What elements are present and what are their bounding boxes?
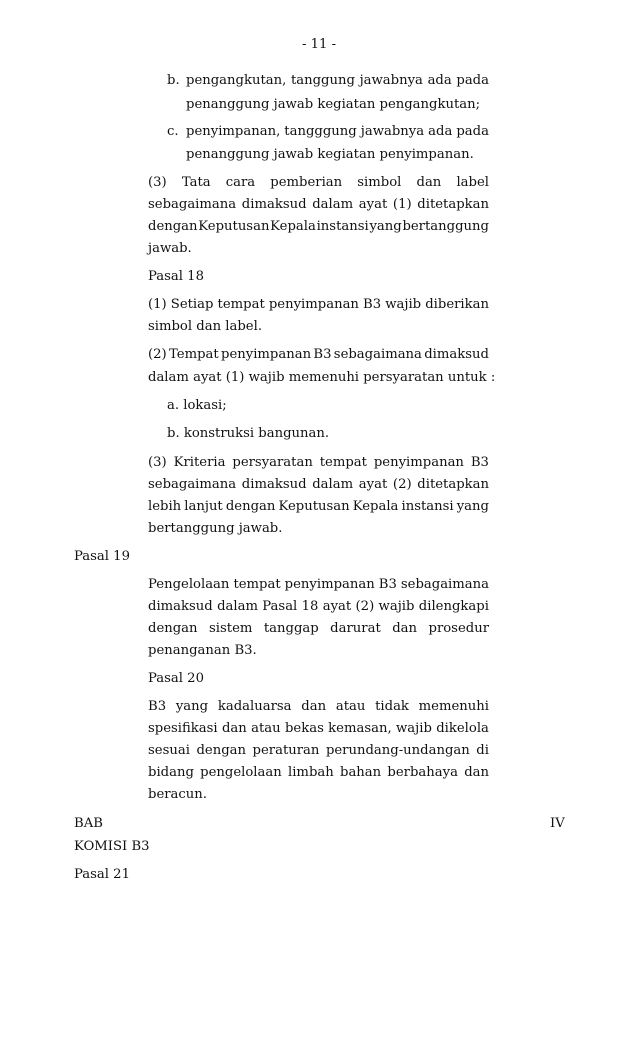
word: penyimpanan, bbox=[186, 124, 281, 139]
word: spesifikasi bbox=[148, 721, 218, 736]
word: diberikan bbox=[425, 297, 489, 312]
word: (2) bbox=[355, 599, 375, 614]
pasal20-line4 bbox=[148, 764, 489, 782]
word: instansi bbox=[401, 499, 454, 514]
word: ayat bbox=[358, 197, 388, 212]
word: pengangkutan, bbox=[186, 73, 287, 88]
word: jawabnya bbox=[360, 124, 425, 139]
word: kadaluarsa bbox=[217, 699, 292, 714]
word: tempat bbox=[217, 297, 265, 312]
word: lanjut bbox=[184, 499, 223, 514]
pasal18-ayat1-line2: simbol dan label. bbox=[148, 319, 263, 334]
word: Keputusan bbox=[278, 499, 350, 514]
list-marker-c: c. bbox=[167, 124, 179, 139]
word: darurat bbox=[330, 621, 381, 636]
word: atau bbox=[335, 699, 366, 714]
word: tidak bbox=[375, 699, 409, 714]
word: lebih bbox=[148, 499, 182, 514]
word: jawabnya bbox=[359, 73, 423, 88]
word: Tata bbox=[181, 175, 211, 190]
list-b-line2: penanggung jawab kegiatan pengangkutan; bbox=[186, 97, 481, 112]
word: dalam bbox=[217, 599, 258, 614]
word: B3 bbox=[363, 297, 382, 312]
word: penyimpanan bbox=[221, 347, 312, 362]
ayat3-line2 bbox=[148, 196, 489, 214]
word: ayat bbox=[358, 477, 388, 492]
pasal19-line1 bbox=[148, 576, 489, 594]
word: dimaksud bbox=[148, 599, 213, 614]
pasal19-line4: penanganan B3. bbox=[148, 643, 257, 658]
pasal20-line3 bbox=[148, 742, 489, 760]
word: penyimpanan bbox=[268, 297, 359, 312]
word: penyimpanan bbox=[373, 455, 464, 470]
word: sistem bbox=[209, 621, 253, 636]
word: dengan bbox=[148, 219, 198, 234]
pasal18-ayat3-line4: bertanggung jawab. bbox=[148, 521, 283, 536]
word: Tempat bbox=[169, 347, 219, 362]
word: instansi bbox=[316, 219, 369, 234]
word: dan bbox=[392, 621, 418, 636]
word: tangggung bbox=[284, 124, 357, 139]
word: ada bbox=[428, 124, 453, 139]
word: tanggung bbox=[290, 73, 355, 88]
word: Kepala bbox=[270, 219, 316, 234]
word: Kepala bbox=[352, 499, 399, 514]
word: B3 bbox=[378, 577, 397, 592]
word: dan bbox=[221, 721, 247, 736]
pasal18-item-b: b. konstruksi bangunan. bbox=[167, 426, 330, 441]
word: B3 bbox=[470, 455, 489, 470]
pasal18-ayat3-line1 bbox=[148, 454, 489, 472]
word: B3 bbox=[148, 699, 167, 714]
word: simbol bbox=[357, 175, 402, 190]
word: dengan bbox=[196, 743, 246, 758]
pasal20-line1 bbox=[148, 698, 489, 716]
pasal19-line3 bbox=[148, 620, 489, 638]
word: ada bbox=[427, 73, 452, 88]
word: yang bbox=[456, 499, 489, 514]
word: Keputusan bbox=[198, 219, 270, 234]
word: memenuhi bbox=[418, 699, 489, 714]
word: penyimpanan bbox=[284, 577, 375, 592]
pasal-18-title: Pasal 18 bbox=[148, 269, 204, 284]
word: bahan bbox=[340, 765, 382, 780]
bab-number: IV bbox=[550, 816, 565, 831]
word: wajib bbox=[395, 721, 432, 736]
word: dengan bbox=[148, 621, 198, 636]
word: ditetapkan bbox=[417, 477, 489, 492]
word: persyaratan bbox=[232, 455, 313, 470]
word: prosedur bbox=[428, 621, 489, 636]
pasal18-ayat1-line1 bbox=[148, 296, 489, 314]
word: pengelolaan bbox=[200, 765, 282, 780]
word: sebagaimana bbox=[400, 577, 489, 592]
list-b-line1 bbox=[186, 72, 489, 90]
word: limbah bbox=[288, 765, 334, 780]
word: Pengelolaan bbox=[148, 577, 230, 592]
word: dimaksud bbox=[241, 197, 307, 212]
word: sebagaimana bbox=[148, 197, 237, 212]
word: bertanggung bbox=[402, 219, 489, 234]
pasal20-line2 bbox=[148, 720, 489, 738]
pasal18-ayat3-line3 bbox=[148, 498, 489, 516]
word: dengan bbox=[225, 499, 276, 514]
pasal-19-title: Pasal 19 bbox=[74, 549, 130, 564]
pasal-21-title: Pasal 21 bbox=[74, 867, 130, 882]
word: (1) bbox=[148, 297, 167, 312]
word: di bbox=[476, 743, 489, 758]
word: yang bbox=[175, 699, 209, 714]
word: bidang bbox=[148, 765, 194, 780]
word: B3 bbox=[313, 347, 332, 362]
word: atau bbox=[251, 721, 281, 736]
word: dan bbox=[301, 699, 327, 714]
word: dalam bbox=[312, 477, 354, 492]
ayat3-line1 bbox=[148, 174, 489, 192]
ayat3-line4: jawab. bbox=[148, 241, 192, 256]
word: bekas bbox=[284, 721, 324, 736]
word: peraturan bbox=[252, 743, 320, 758]
word: label bbox=[456, 175, 489, 190]
word: pemberian bbox=[270, 175, 343, 190]
word: perundang-undangan bbox=[325, 743, 470, 758]
word: (3) bbox=[148, 175, 167, 190]
word: (3) bbox=[148, 455, 167, 470]
word: tempat bbox=[319, 455, 367, 470]
list-c-line2: penanggung jawab kegiatan penyimpanan. bbox=[186, 147, 474, 162]
word: dan bbox=[416, 175, 442, 190]
pasal18-ayat2-line2: dalam ayat (1) wajib memenuhi persyaratan untuk : bbox=[148, 370, 496, 385]
word: pada bbox=[456, 73, 489, 88]
pasal-20-title: Pasal 20 bbox=[148, 671, 204, 686]
word: sesuai bbox=[148, 743, 190, 758]
word: pada bbox=[456, 124, 489, 139]
pasal20-line5: beracun. bbox=[148, 787, 207, 802]
word: Kriteria bbox=[173, 455, 226, 470]
pasal19-line2 bbox=[148, 598, 489, 616]
pasal18-ayat3-line2 bbox=[148, 476, 489, 494]
word: wajib bbox=[385, 297, 422, 312]
list-marker-b: b. bbox=[167, 73, 180, 88]
word: 18 bbox=[301, 599, 319, 614]
word: wajib bbox=[378, 599, 415, 614]
word: yang bbox=[369, 219, 402, 234]
word: dimaksud bbox=[424, 347, 489, 362]
word: sebagaimana bbox=[333, 347, 422, 362]
word: sebagaimana bbox=[148, 477, 237, 492]
word: (1) bbox=[392, 197, 412, 212]
word: dan bbox=[464, 765, 489, 780]
word: cara bbox=[225, 175, 256, 190]
word: dilengkapi bbox=[418, 599, 489, 614]
word: dikelola bbox=[436, 721, 489, 736]
word: ayat bbox=[322, 599, 352, 614]
list-c-line1 bbox=[186, 123, 489, 141]
word: (2) bbox=[148, 347, 167, 362]
word: Setiap bbox=[170, 297, 214, 312]
pasal18-ayat2-line1 bbox=[148, 346, 489, 364]
word: tanggap bbox=[263, 621, 319, 636]
word: (2) bbox=[392, 477, 412, 492]
word: tempat bbox=[233, 577, 281, 592]
bab-label: BAB bbox=[74, 816, 103, 831]
pasal18-item-a: a. lokasi; bbox=[167, 398, 227, 413]
ayat3-line3 bbox=[148, 218, 489, 236]
word: ditetapkan bbox=[417, 197, 489, 212]
page-number: - 11 - bbox=[301, 37, 337, 52]
word: Pasal bbox=[262, 599, 298, 614]
word: dalam bbox=[312, 197, 354, 212]
word: berbahaya bbox=[387, 765, 458, 780]
komisi-heading: KOMISI B3 bbox=[74, 839, 150, 854]
word: kemasan, bbox=[328, 721, 392, 736]
word: dimaksud bbox=[241, 477, 307, 492]
